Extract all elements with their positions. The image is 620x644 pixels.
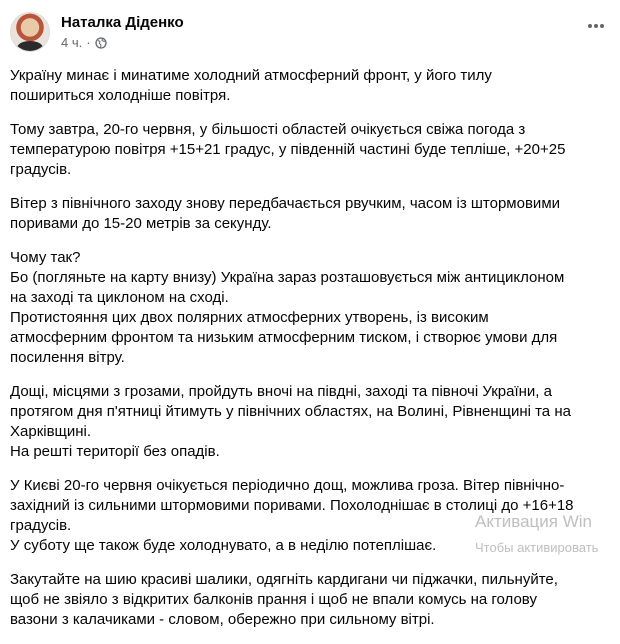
- text-line: Вітер з північного заходу знову передбачається рвучким, часом із штормовими: [10, 195, 561, 212]
- text-line: посилення вітру.: [10, 349, 125, 366]
- text-line: протягом дня п'ятниці йтимуть у північних областях, на Волині, Рівненщині та на: [10, 403, 571, 420]
- text-line: градусів.: [10, 517, 72, 534]
- post-paragraph: [10, 570, 610, 630]
- text-line: Харківщині.: [10, 423, 92, 440]
- text-line: температурою повітря +15+21 градус, у південній частині буде тепліше, +20+25: [10, 141, 566, 158]
- text-line: У суботу ще також буде холоднувато, а в неділю потеплішає.: [10, 537, 437, 554]
- post-text: [10, 66, 610, 644]
- more-horizontal-icon: [587, 23, 605, 29]
- post-paragraph: [10, 194, 610, 234]
- more-options-button[interactable]: [586, 16, 606, 36]
- text-line: Закутайте на шию красиві шалики, одягніть кардигани чи піджачки, пильнуйте,: [10, 571, 558, 588]
- post-paragraph: [10, 248, 610, 368]
- text-line: Україну минає і минатиме холодний атмосферний фронт, у його тилу: [10, 67, 492, 84]
- text-line: на заході та циклоном на сході.: [10, 289, 229, 306]
- text-line: пошириться холодніше повітря.: [10, 87, 231, 104]
- watermark-subtitle: Чтобы активировать: [475, 540, 599, 555]
- post-header: [10, 12, 184, 52]
- text-line: вазони з калачиками - словом, обережно при сильному вітрі.: [10, 611, 435, 628]
- author-name[interactable]: Наталка Діденко: [61, 14, 184, 31]
- text-line: щоб не звіяло з відкритих балконів прання і щоб не впали комусь на голову: [10, 591, 537, 608]
- post-paragraph: [10, 66, 610, 106]
- watermark-title: Активация Win: [475, 512, 592, 531]
- text-line: На решті території без опадів.: [10, 443, 220, 460]
- post-subline: [61, 35, 184, 51]
- text-line: Чому так?: [10, 249, 81, 266]
- text-line: градусів.: [10, 161, 72, 178]
- separator-dot: ·: [86, 35, 91, 50]
- post-timestamp[interactable]: 4 ч.: [61, 35, 83, 50]
- text-line: західний із сильними штормовими поривами. Похолоднішає в столиці до +16+18: [10, 497, 574, 514]
- globe-icon[interactable]: [95, 37, 107, 49]
- avatar[interactable]: [10, 12, 50, 52]
- post-paragraph: [10, 382, 610, 462]
- text-line: У Києві 20-го червня очікується періодично дощ, можлива гроза. Вітер північно-: [10, 477, 565, 494]
- post-paragraph: [10, 120, 610, 180]
- text-line: Тому завтра, 20-го червня, у більшості областей очікується свіжа погода з: [10, 121, 526, 138]
- text-line: Бо (погляньте на карту внизу) Україна зараз розташовується між антициклоном: [10, 269, 565, 286]
- post-meta: [61, 12, 184, 51]
- text-line: Протистояння цих двох полярних атмосферних утворень, із високим: [10, 309, 489, 326]
- text-line: атмосферним фронтом та низьким атмосферним тиском, і створює умови для: [10, 329, 558, 346]
- post-paragraph: [10, 476, 610, 556]
- text-line: поривами до 15-20 метрів за секунду.: [10, 215, 272, 232]
- text-line: Дощі, місцями з грозами, пройдуть вночі на півдні, заході та півночі України, а: [10, 383, 552, 400]
